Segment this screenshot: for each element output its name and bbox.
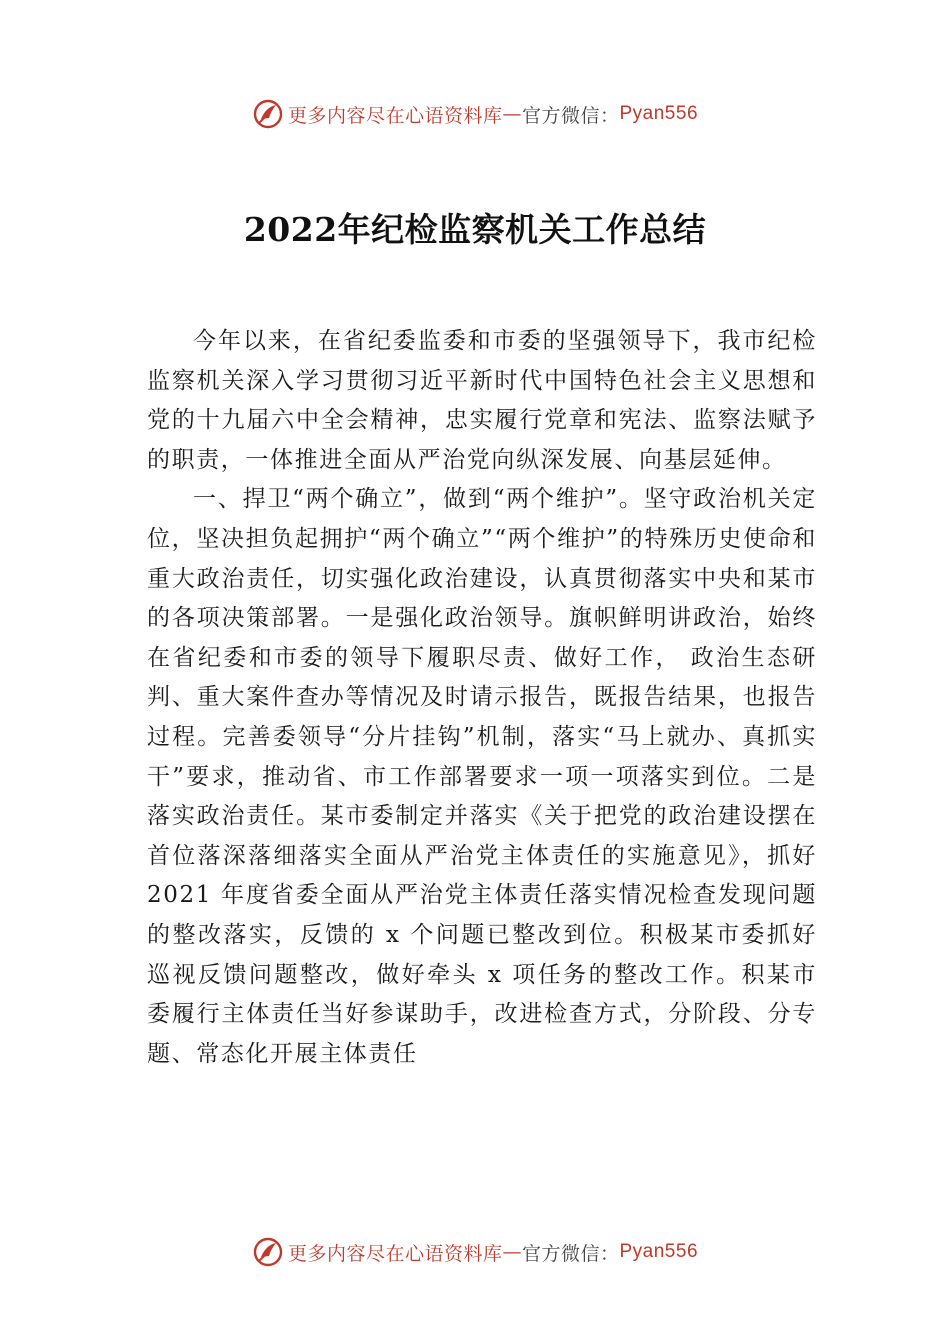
footer-banner	[0, 1232, 950, 1272]
brand-logo-icon	[252, 1236, 284, 1268]
header-banner	[0, 94, 950, 134]
footer-brand-text: 更多内容尽在心语资料库	[287, 1242, 503, 1265]
banner-dash: —	[502, 103, 522, 125]
document-title: 2022年纪检监察机关工作总结	[243, 210, 707, 249]
banner-wechat-id: Pyan556	[619, 103, 699, 124]
document-body	[147, 322, 817, 1074]
banner-wechat-label: 官方微信：	[521, 104, 620, 127]
banner-brand-text: 更多内容尽在心语资料库	[287, 104, 503, 127]
brand-logo-icon	[252, 98, 284, 130]
footer-dash: —	[502, 1241, 522, 1263]
footer-wechat-id: Pyan556	[619, 1241, 699, 1262]
paragraph-intro: 今年以来，在省纪委监委和市委的坚强领导下，我市纪检监察机关深入学习贯彻习近平新时代中国特色社会主义思想和党的十九届六中全会精神，忠实履行党章和宪法、监察法赋予的职责，一体推进全面从严治党向纵深发展、向基层延伸。	[147, 328, 817, 473]
footer-wechat-label: 官方微信：	[521, 1242, 620, 1265]
paragraph-section-one: 一、捍卫“两个确立”，做到“两个维护”。坚守政治机关定位，坚决担负起拥护“两个确立”“两个维护”的特殊历史使命和重大政治责任，切实强化政治建设，认真贯彻落实中央和某市的各项决策部署。一是强化政治领导。旗帜鲜明讲政治，始终在省纪委和市委的领导下履职尽责、做好工作， 政治生态研判、重大案件查办等情况及时请示报告，既报告结果，也报告过程。完善委领导“分片挂钩”机制，落实“马上就办、真抓实干”要求，推动省、市工作部署要求一项一项落实到位。二是落实政治责任。某市委制定并落实《关于把党的政治建设摆在首位落深落细落实全面从严治党主体责任的实施意见》，抓好 2021 年度省委全面从严治党主体责任落实情况检查发现问题的整改落实，反馈的 x 个问题已整改到位。积极某市委抓好巡视反馈问题整改，做好牵头 x 项任务的整改工作。积某市委履行主体责任当好参谋助手，改进检查方式，分阶段、分专题、常态化开展主体责任	[147, 486, 817, 1067]
